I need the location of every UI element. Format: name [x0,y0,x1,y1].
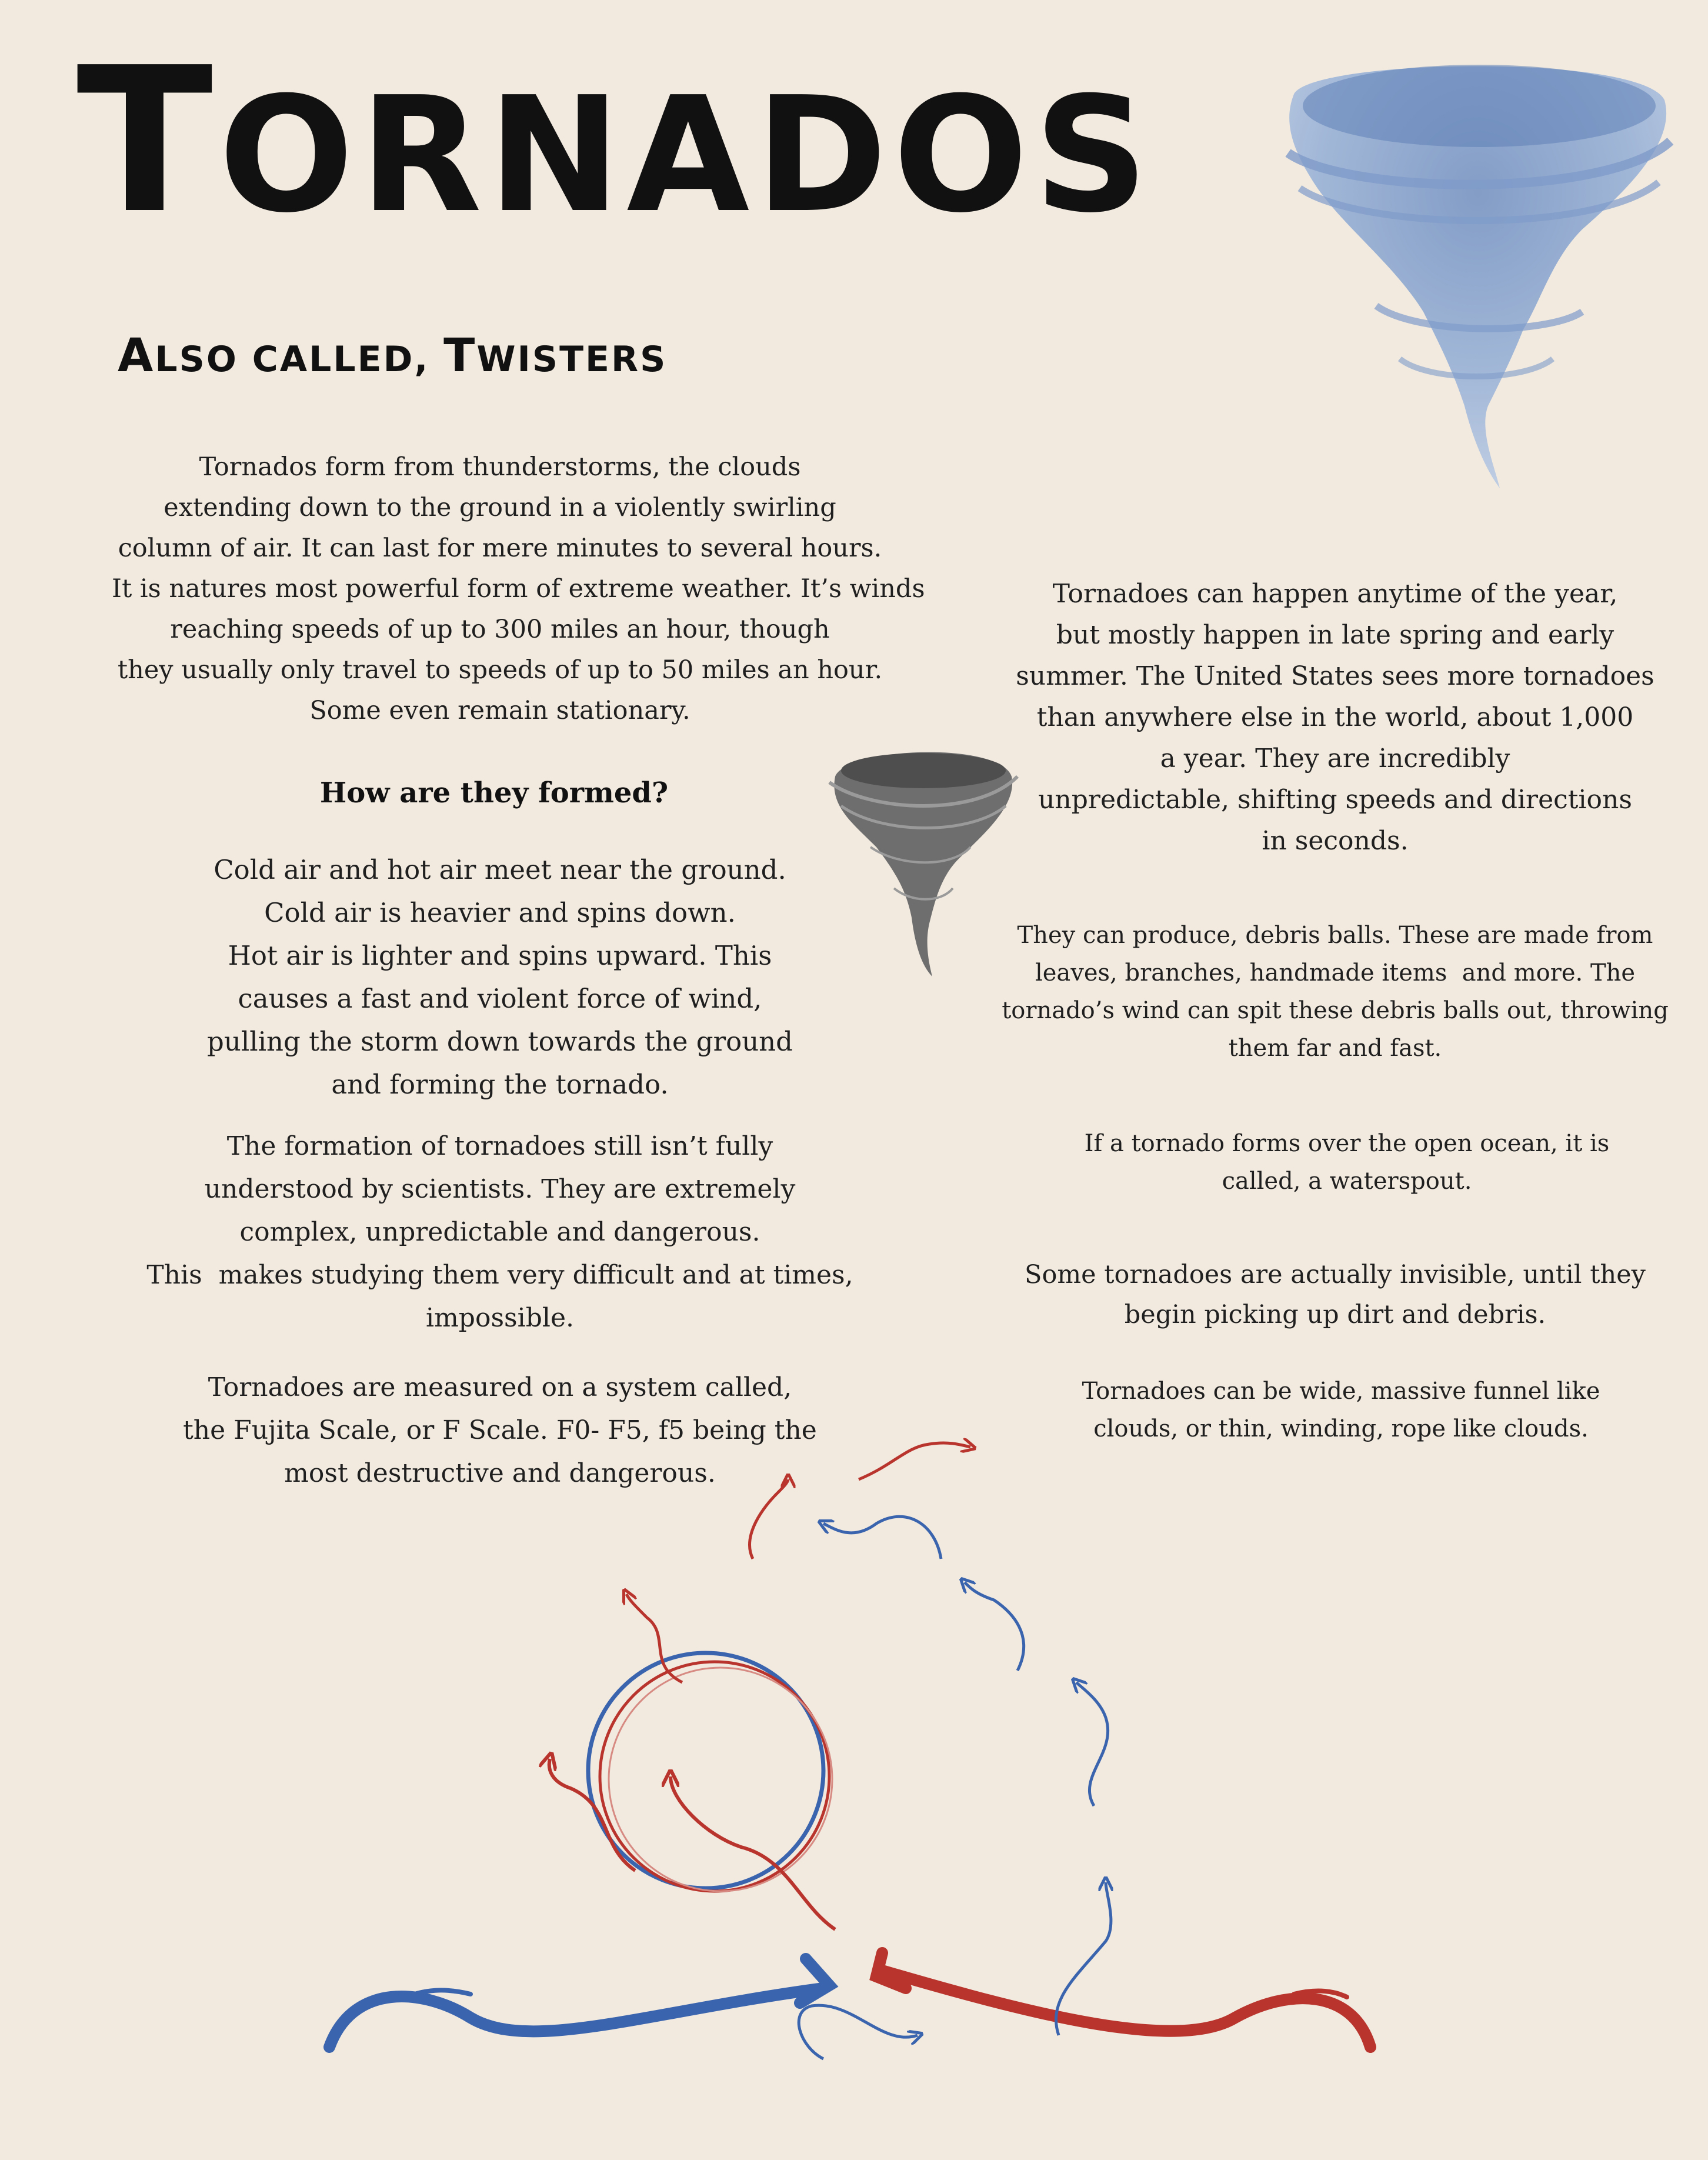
text-line: the Fujita Scale, or F Scale. F0- F5, f5 being the [183,1415,817,1445]
text-line: extending down to the ground in a violently swirling [164,493,836,522]
text-line: they usually only travel to speeds of up to 50 miles an hour. [117,655,883,685]
text-line: Cold air is heavier and spins down. [264,897,736,928]
text-line: causes a fast and violent force of wind, [238,983,762,1014]
text-line: leaves, branches, handmade items and more. The [1035,959,1636,986]
formation-paragraph [147,848,853,1106]
text-line: clouds, or thin, winding, rope like clouds. [1093,1415,1589,1442]
text-line: but mostly happen in late spring and early [1056,620,1614,650]
text-line: Tornadoes can happen anytime of the year, [1052,579,1618,609]
text-line: tornado’s wind can spit these debris balls out, throwing [1002,997,1669,1024]
text-line: them far and fast. [1228,1035,1442,1062]
text-line: Hot air is lighter and spins upward. This [228,940,772,971]
text-line: This makes studying them very difficult and at times, [146,1260,853,1290]
text-line: summer. The United States sees more tornadoes [1016,661,1654,691]
text-line: complex, unpredictable and dangerous. [239,1217,760,1247]
text-line: column of air. It can last for mere minutes to several hours. [118,534,882,563]
text-line: Some even remain stationary. [309,696,690,725]
debris-paragraph [988,916,1682,1067]
subtitle-part: LSO CALLED, [155,339,444,380]
subtitle-part: A [118,329,155,382]
subtitle-part: T [443,329,477,382]
text-line: Some tornadoes are actually invisible, until they [1025,1260,1646,1289]
text-line: Tornadoes can be wide, massive funnel like [1082,1378,1600,1405]
text-line: than anywhere else in the world, about 1,000 [1036,702,1634,732]
text-line: If a tornado forms over the open ocean, it is [1084,1130,1610,1157]
text-line: They can produce, debris balls. These are made from [1017,922,1653,949]
intro-paragraph [112,447,925,731]
page-title [76,25,1155,258]
text-line: It is natures most powerful form of extreme weather. It’s winds [112,574,925,604]
section-heading: How are they formed? [319,776,669,809]
invisible-paragraph [988,1255,1682,1335]
text-line: The formation of tornadoes still isn’t fully [226,1131,773,1161]
swirling-air-arrows-diagram [294,1424,1412,2100]
text-line: understood by scientists. They are extremely [204,1174,796,1204]
text-line: Tornados form from thunderstorms, the clouds [199,452,801,482]
title-initial: T [76,25,219,258]
subtitle-part: WISTERS [476,339,668,380]
season-paragraph [1000,574,1670,862]
text-line: a year. They are incredibly [1160,744,1510,774]
text-line: most destructive and dangerous. [284,1458,716,1488]
watercolor-tornado-illustration [1276,53,1688,500]
text-line: impossible. [426,1303,574,1333]
waterspout-paragraph [1012,1125,1682,1200]
text-line: called, a waterspout. [1222,1168,1472,1195]
science-paragraph [112,1125,888,1339]
text-line: and forming the tornado. [331,1069,669,1100]
text-line: begin picking up dirt and debris. [1124,1300,1546,1329]
page-subtitle [118,329,667,382]
text-line: unpredictable, shifting speeds and directions [1038,785,1632,815]
title-rest: ORNADOS [218,62,1155,248]
text-line: reaching speeds of up to 300 miles an hour, though [170,615,830,644]
text-line: in seconds. [1262,826,1409,856]
text-line: pulling the storm down towards the ground [207,1026,793,1057]
text-line: Cold air and hot air meet near the ground. [214,854,786,885]
text-line: Tornadoes are measured on a system called, [208,1372,792,1402]
